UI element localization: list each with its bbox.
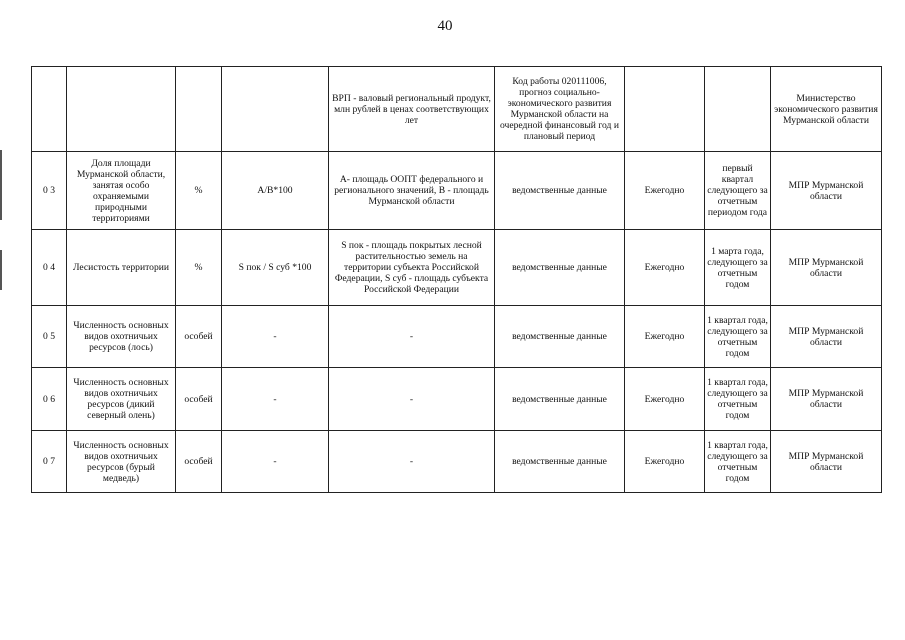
responsible: МПР Мурманской области (771, 368, 882, 431)
indicator-name: Численность основных видов охотничьих ресурсов (лось) (67, 306, 176, 368)
frequency: Ежегодно (625, 152, 705, 230)
margin-scan-mark (0, 150, 2, 220)
responsible: МПР Мурманской области (771, 230, 882, 306)
row-number: 0 5 (32, 306, 67, 368)
header-cell (32, 67, 67, 152)
frequency: Ежегодно (625, 431, 705, 493)
indicator-name: Доля площади Мурманской области, занятая особо охраняемыми природными территориями (67, 152, 176, 230)
header-cell (176, 67, 222, 152)
unit: % (176, 230, 222, 306)
formula: - (222, 306, 329, 368)
unit: особей (176, 431, 222, 493)
indicator-name: Лесистость территории (67, 230, 176, 306)
source: ведомственные данные (495, 230, 625, 306)
header-cell: Министерство экономического развития Мурманской области (771, 67, 882, 152)
formula: S пок / S суб *100 (222, 230, 329, 306)
description: - (329, 431, 495, 493)
responsible: МПР Мурманской области (771, 431, 882, 493)
page-number: 40 (437, 18, 453, 34)
deadline: 1 квартал года, следующего за отчетным годом (705, 306, 771, 368)
margin-scan-mark (0, 250, 2, 290)
description: - (329, 368, 495, 431)
row-number: 0 7 (32, 431, 67, 493)
indicator-name: Численность основных видов охотничьих ресурсов (бурый медведь) (67, 431, 176, 493)
row-number: 0 3 (32, 152, 67, 230)
description: А- площадь ООПТ федерального и регионального значений, В - площадь Мурманской области (329, 152, 495, 230)
frequency: Ежегодно (625, 230, 705, 306)
unit: особей (176, 306, 222, 368)
table-row (32, 368, 882, 431)
formula: - (222, 431, 329, 493)
frequency: Ежегодно (625, 306, 705, 368)
formula: А/В*100 (222, 152, 329, 230)
source: ведомственные данные (495, 368, 625, 431)
header-cell (705, 67, 771, 152)
source: ведомственные данные (495, 306, 625, 368)
description: - (329, 306, 495, 368)
indicators-table (31, 66, 882, 493)
source: ведомственные данные (495, 431, 625, 493)
row-number: 0 6 (32, 368, 67, 431)
header-cell (625, 67, 705, 152)
deadline: первый квартал следующего за отчетным периодом года (705, 152, 771, 230)
description: S пок - площадь покрытых лесной растительностью земель на территории субъекта Российской Федерации, S суб - площадь субъекта Российской Федерации (329, 230, 495, 306)
unit: особей (176, 368, 222, 431)
unit: % (176, 152, 222, 230)
indicator-name: Численность основных видов охотничьих ресурсов (дикий северный олень) (67, 368, 176, 431)
table-row (32, 230, 882, 306)
header-cell (222, 67, 329, 152)
header-cell (67, 67, 176, 152)
header-cell: ВРП - валовый региональный продукт, млн рублей в ценах соответствующих лет (329, 67, 495, 152)
row-number: 0 4 (32, 230, 67, 306)
deadline: 1 квартал года, следующего за отчетным годом (705, 431, 771, 493)
frequency: Ежегодно (625, 368, 705, 431)
table-row (32, 152, 882, 230)
header-cell: Код работы 020111006, прогноз социально-экономического развития Мурманской области на очередной финансовый год и плановый период (495, 67, 625, 152)
table-header-row (32, 67, 882, 152)
source: ведомственные данные (495, 152, 625, 230)
deadline: 1 квартал года, следующего за отчетным годом (705, 368, 771, 431)
responsible: МПР Мурманской области (771, 306, 882, 368)
table-row (32, 431, 882, 493)
responsible: МПР Мурманской области (771, 152, 882, 230)
deadline: 1 марта года, следующего за отчетным годом (705, 230, 771, 306)
formula: - (222, 368, 329, 431)
table-row (32, 306, 882, 368)
